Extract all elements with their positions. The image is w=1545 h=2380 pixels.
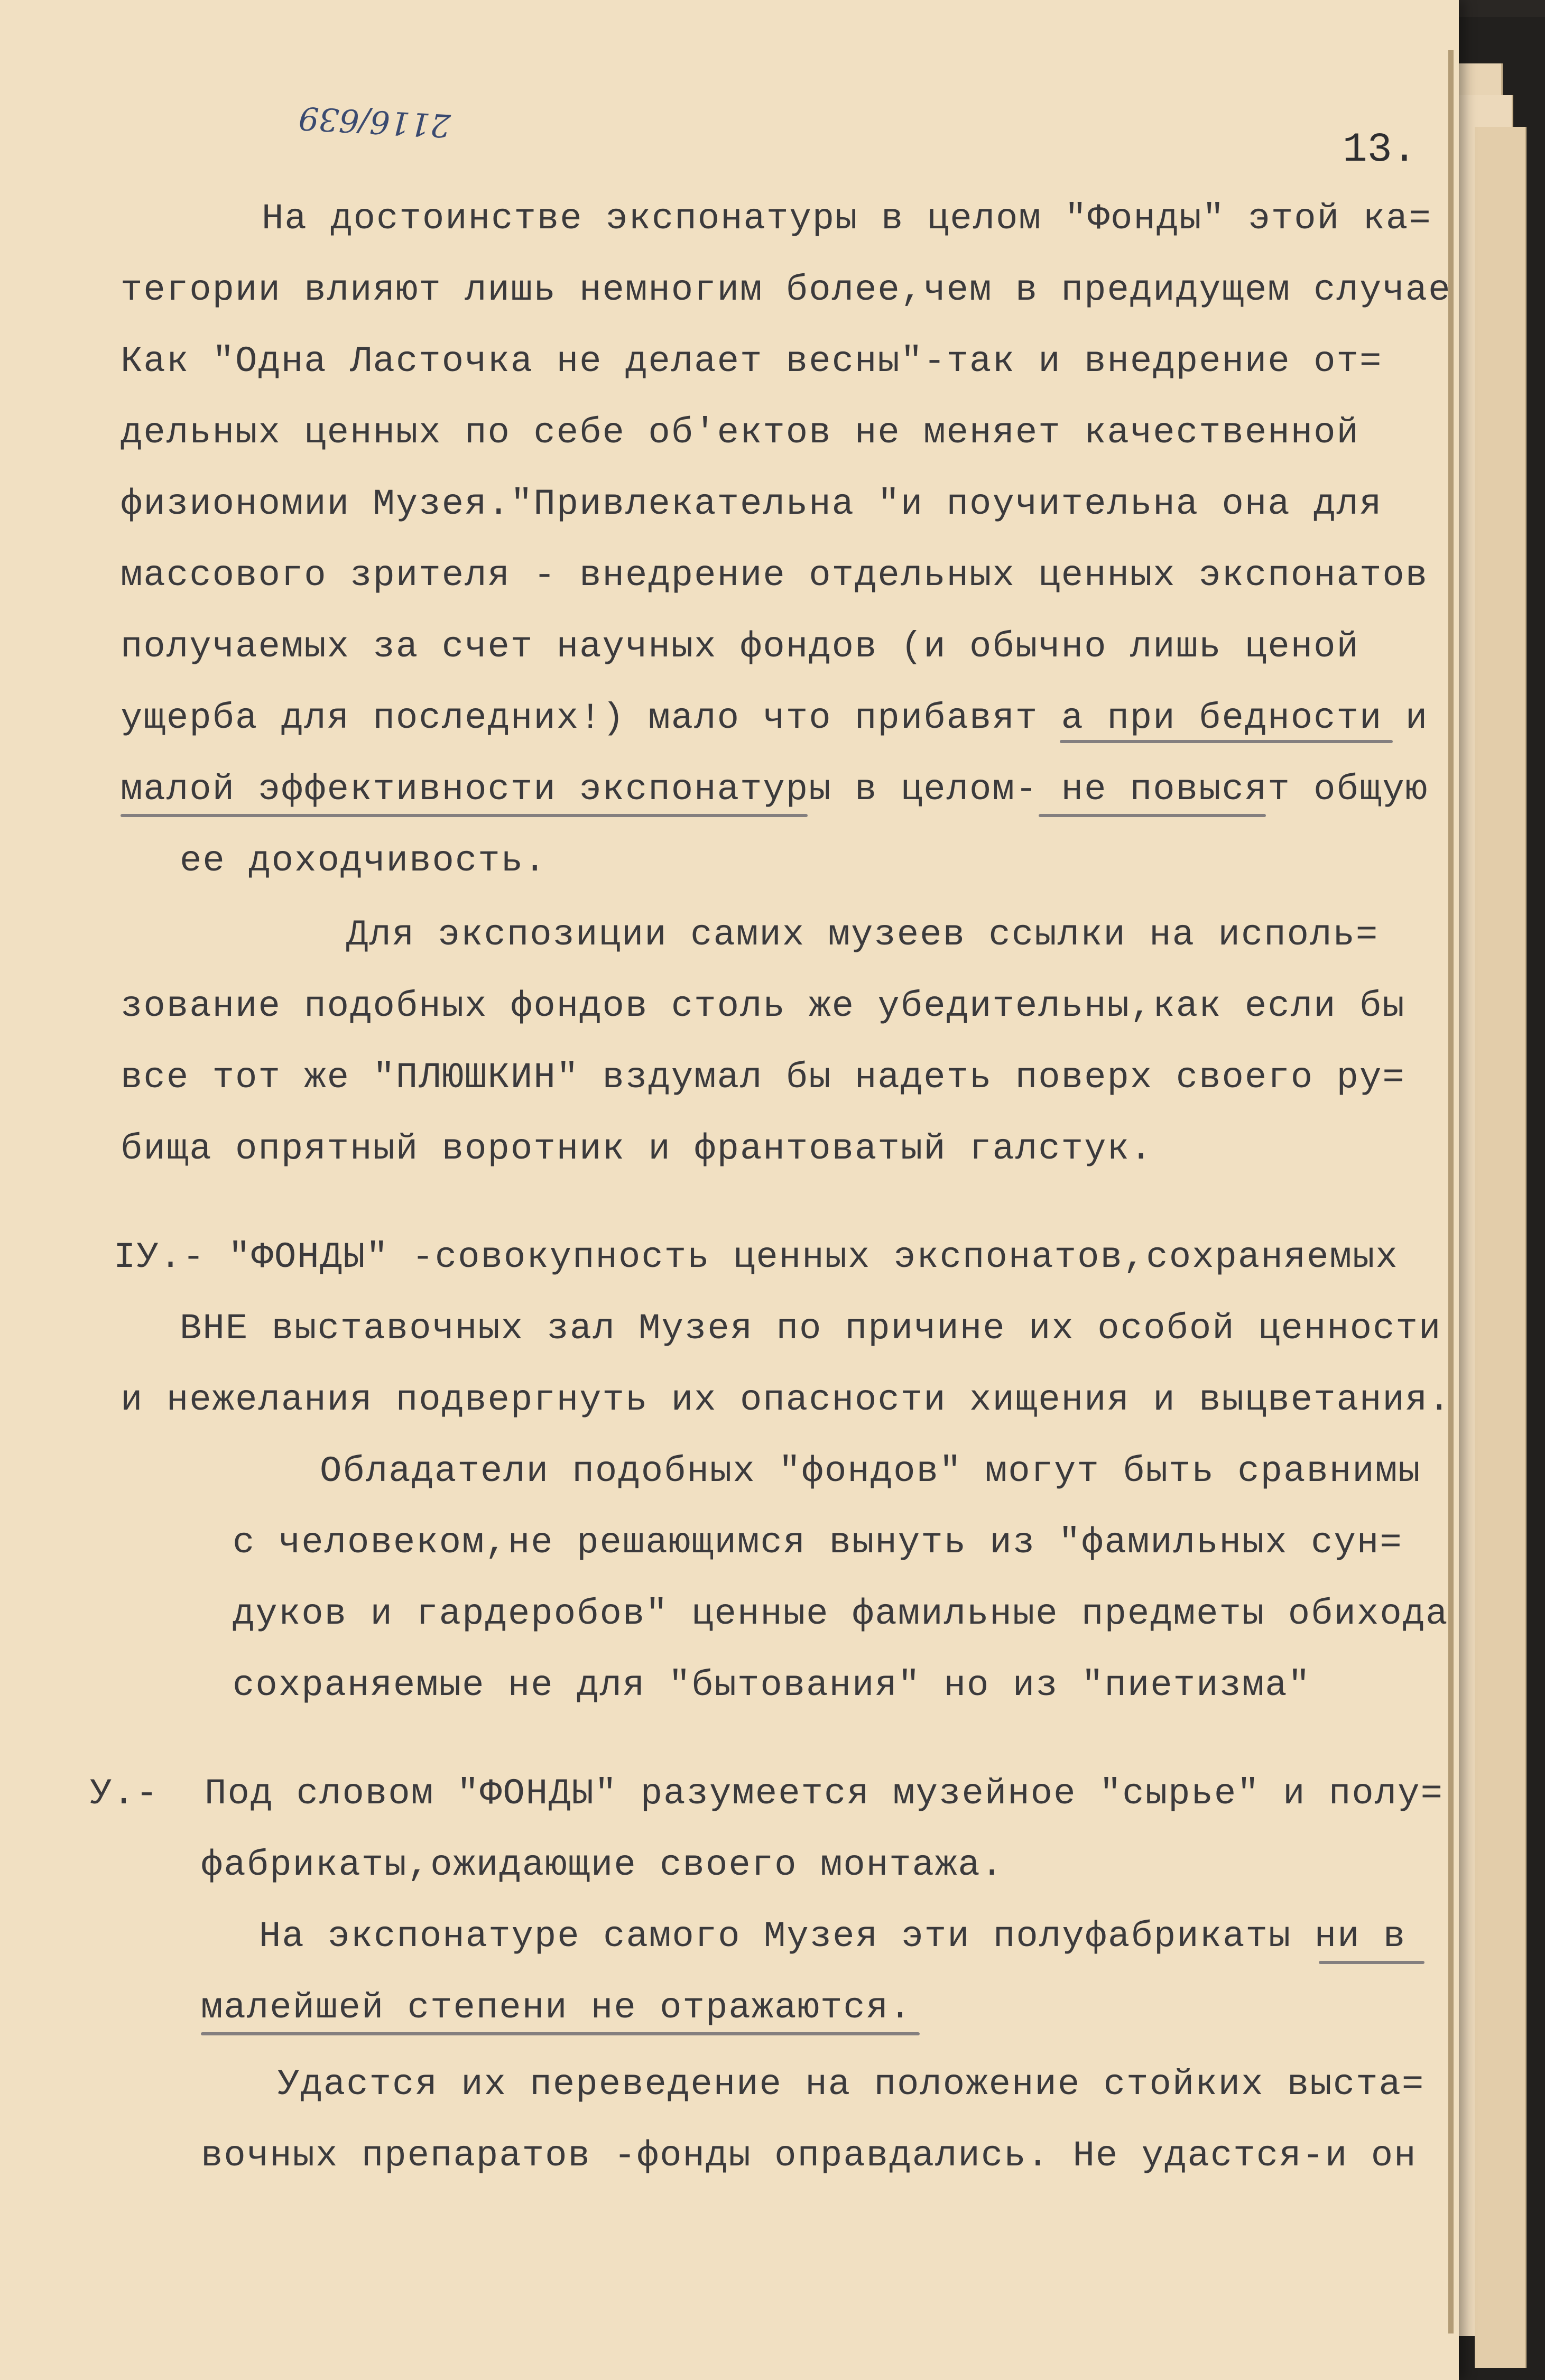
text-line: Удастся их переведение на положение стойких выста= (277, 2064, 1425, 2105)
pencil-underline (1039, 814, 1266, 817)
pencil-underline (121, 814, 808, 817)
text-line: тегории влияют лишь немногим более,чем в предидущем случае (121, 270, 1451, 311)
pencil-underline (1319, 1961, 1424, 1964)
text-line: ВНЕ выставочных зал Музея по причине их особой ценности (180, 1308, 1442, 1349)
text-line: На экспонатуре самого Музея эти полуфабрикаты ни в (259, 1916, 1407, 1957)
pencil-underline (201, 2032, 920, 2035)
text-line: получаемых за счет научных фондов (и обычно лишь ценой (121, 626, 1359, 668)
text-line: зование подобных фондов столь же убедительны,как если бы (121, 986, 1405, 1027)
page-fold-edge (1448, 50, 1454, 2333)
text-line: вочных препаратов -фонды оправдались. Не удастся-и он (201, 2135, 1417, 2177)
text-line: IУ.- "ФОНДЫ" -совокупность ценных экспонатов,сохраняемых (114, 1237, 1399, 1278)
text-line: ущерба для последних!) мало что прибавят а при бедности и (121, 698, 1429, 739)
text-line: массового зрителя - внедрение отдельных ценных экспонатов (121, 555, 1429, 596)
text-line: На достоинстве экспонатуры в целом "Фонды" этой ка= (262, 198, 1432, 239)
text-line: с человеком,не решающимся вынуть из "фамильных сун= (233, 1522, 1403, 1563)
text-line: дельных ценных по себе об'ектов не меняет качественной (121, 412, 1359, 453)
text-line: и нежелания подвергнуть их опасности хищения и выцветания. (121, 1379, 1451, 1421)
text-line: сохраняемые не для "бытования" но из "пиетизма" (233, 1665, 1311, 1706)
back-sheet-edge (1475, 127, 1527, 2368)
text-line: У.- Под словом "ФОНДЫ" разумеется музейное "сырье" и полу= (90, 1773, 1444, 1814)
text-line: все тот же "ПЛЮШКИН" вздумал бы надеть поверх своего ру= (121, 1057, 1405, 1098)
handwritten-archive-reference: 2116/639 (298, 99, 452, 144)
text-line: Обладатели подобных "фондов" могут быть сравнимы (320, 1451, 1421, 1492)
text-line: Как "Одна Ласточка не делает весны"-так и внедрение от= (121, 341, 1383, 382)
text-line: бища опрятный воротник и франтоватый галстук. (121, 1128, 1153, 1170)
text-line: малой эффективности экспонатуры в целом- не повысят общую (121, 769, 1429, 810)
text-line: малейшей степени не отражаются. (201, 1987, 912, 2029)
text-line: фабрикаты,ожидающие своего монтажа. (201, 1845, 1004, 1886)
text-line: физиономии Музея."Привлекательна "и поучительна она для (121, 484, 1383, 525)
text-line: ее доходчивость. (180, 840, 547, 882)
text-line: Для экспозиции самих музеев ссылки на исполь= (346, 914, 1379, 956)
page-number: 13. (1343, 127, 1417, 173)
text-line: дуков и гардеробов" ценные фамильные предметы обихода (233, 1594, 1449, 1635)
pencil-underline (1060, 740, 1393, 743)
